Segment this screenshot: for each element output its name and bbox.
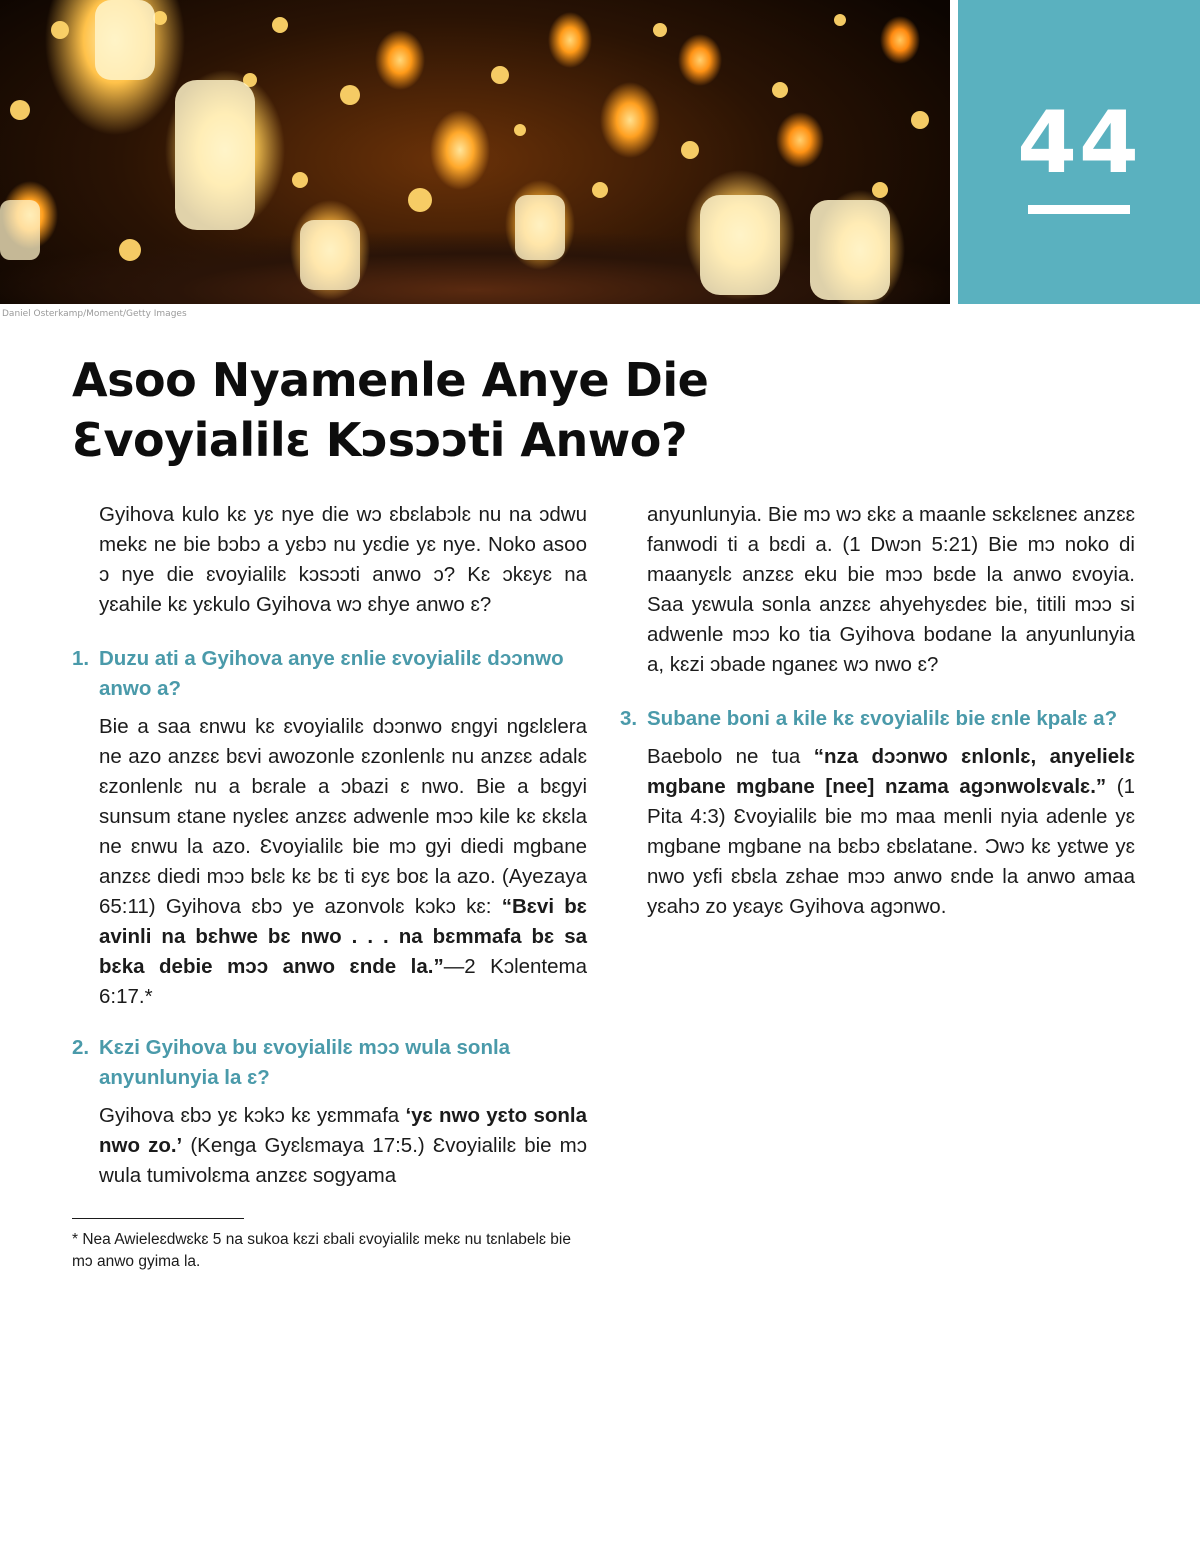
question-3 xyxy=(620,704,1135,734)
question-3-number: 3. xyxy=(620,707,638,730)
intro-paragraph: Gyihova kulo kɛ yɛ nye die wɔ ɛbɛlabɔlɛ nu na ɔdwu mekɛ ne bie bɔbɔ a yɛbɔ nu yɛdie yɛ nye. Noko asoo ɔ nye die ɛvoyialilɛ kɔsɔɔti anwo ɔ? Kɛ ɔkɛyɛ na yɛahile kɛ yɛkulo Gyihova wɔ ɛhye anwo ɛ? xyxy=(99,503,587,616)
right-column xyxy=(620,500,1135,922)
answer-2-continued: anyunlunyia. Bie mɔ wɔ ɛkɛ a maanle sɛkɛlɛneɛ anzɛɛ fanwodi ti a bɛdi a. (1 Dwɔn 5:21) Bie mɔ noko di maanyɛlɛ anzɛɛ eku bie mɔɔ bɛde la anwo ɛvoyia. Saa yɛwula sonla anzɛɛ ahyehyɛdeɛ bie, titili mɔɔ si adwenle mɔɔ ko tia Gyihova bodane la anyunlunyia a, kɛzi ɔbade nganeɛ wɔ nwo ɛ? xyxy=(647,503,1135,676)
answer-1-reference: —2 Kɔlentema 6:17.* xyxy=(99,955,588,1008)
chapter-underline xyxy=(1028,205,1130,214)
chapter-number: 44 xyxy=(1017,93,1141,193)
question-2-number: 2. xyxy=(72,1036,90,1059)
title-line-1: Asoo Nyamenle Anye Die xyxy=(72,353,709,407)
chapter-badge xyxy=(958,0,1200,304)
answer-3-quote: “nza dɔɔnwo ɛnlonlɛ, anyelielɛ mgbane mgbane [nee] nzama agɔnwolɛvalɛ.” xyxy=(647,745,1136,798)
answer-2-text-cont: (Kenga Gyɛlɛmaya 17:5.) Ɛvoyialilɛ bie mɔ wula tumivolɛma anzɛɛ sogyama xyxy=(99,1134,587,1187)
answer-2-text: Gyihova ɛbɔ yɛ kɔkɔ kɛ yɛmmafa xyxy=(99,1104,406,1127)
answer-2-paragraph xyxy=(99,1101,587,1191)
footnote: * Nea Awieleɛdwɛkɛ 5 na sukoa kɛzi ɛbali ɛvoyialilɛ mekɛ nu tɛnlabelɛ bie mɔ anwo gyima la. xyxy=(72,1231,571,1270)
title-line-2: Ɛvoyialilɛ Kɔsɔɔti Anwo? xyxy=(72,413,688,467)
question-1 xyxy=(72,644,587,704)
answer-2-quote: ‘yɛ nwo yɛto sonla nwo zo.’ xyxy=(99,1104,587,1157)
question-2-text: Kɛzi Gyihova bu ɛvoyialilɛ mɔɔ wula sonla anyunlunyia la ɛ? xyxy=(99,1036,511,1089)
question-1-number: 1. xyxy=(72,647,90,670)
answer-3-text-cont: (1 Pita 4:3) Ɛvoyialilɛ bie mɔ maa menli nyia adenle yɛ mgbane mgbane na bɛbɔ ɛbɛlatane. Ɔwɔ kɛ yɛtwe yɛ nwo yɛfi ɛbɛla zɛhae mɔɔ anwo ɛnde la anwo amaa yɛahɔ zo yɛayɛ Gyihova agɔnwo. xyxy=(647,775,1135,918)
answer-3-text: Baebolo ne tua xyxy=(647,745,814,768)
question-2 xyxy=(72,1033,587,1093)
answer-1-paragraph xyxy=(99,712,587,1012)
sky-lanterns-photo xyxy=(0,0,950,304)
answer-3-paragraph xyxy=(647,742,1135,922)
lantern-glow-overlay xyxy=(0,0,950,304)
question-1-text: Duzu ati a Gyihova anye ɛnlie ɛvoyialilɛ dɔɔnwo anwo a? xyxy=(99,647,564,700)
answer-1-quote: “Bɛvi bɛ avinli na bɛhwe bɛ nwo . . . na bɛmmafa bɛ sa bɛka debie mɔɔ anwo ɛnde la.” xyxy=(99,895,587,978)
page-title xyxy=(72,350,972,470)
photo-credit: Daniel Osterkamp/Moment/Getty Images xyxy=(2,309,187,319)
footnote-divider xyxy=(72,1218,244,1219)
question-3-text: Subane boni a kile kɛ ɛvoyialilɛ bie ɛnle kpalɛ a? xyxy=(647,707,1118,730)
left-column xyxy=(72,500,587,1191)
answer-1-text: Bie a saa ɛnwu kɛ ɛvoyialilɛ dɔɔnwo ɛngyi ngɛlɛlera ne azo anzɛɛ bɛvi awozonle ɛzonlenlɛ nu anzɛɛ adalɛ ɛzonlenlɛ nu a bɛrale a ɔbazi ɛ nwo. Bie a bɛgyi sunsum ɛtane nyɛleɛ anzɛɛ adwenle mɔɔ kile kɛ ɛkɛla ne ɛnwu la azo. Ɛvoyialilɛ bie mɔ gyi diedi mgbane anzɛɛ diedi mɔɔ bɛlɛ kɛ bɛ ti ɛyɛ boɛ la azo. (Ayezaya 65:11) Gyihova ɛbɔ ye azonvolɛ kɔkɔ kɛ: xyxy=(99,715,587,918)
